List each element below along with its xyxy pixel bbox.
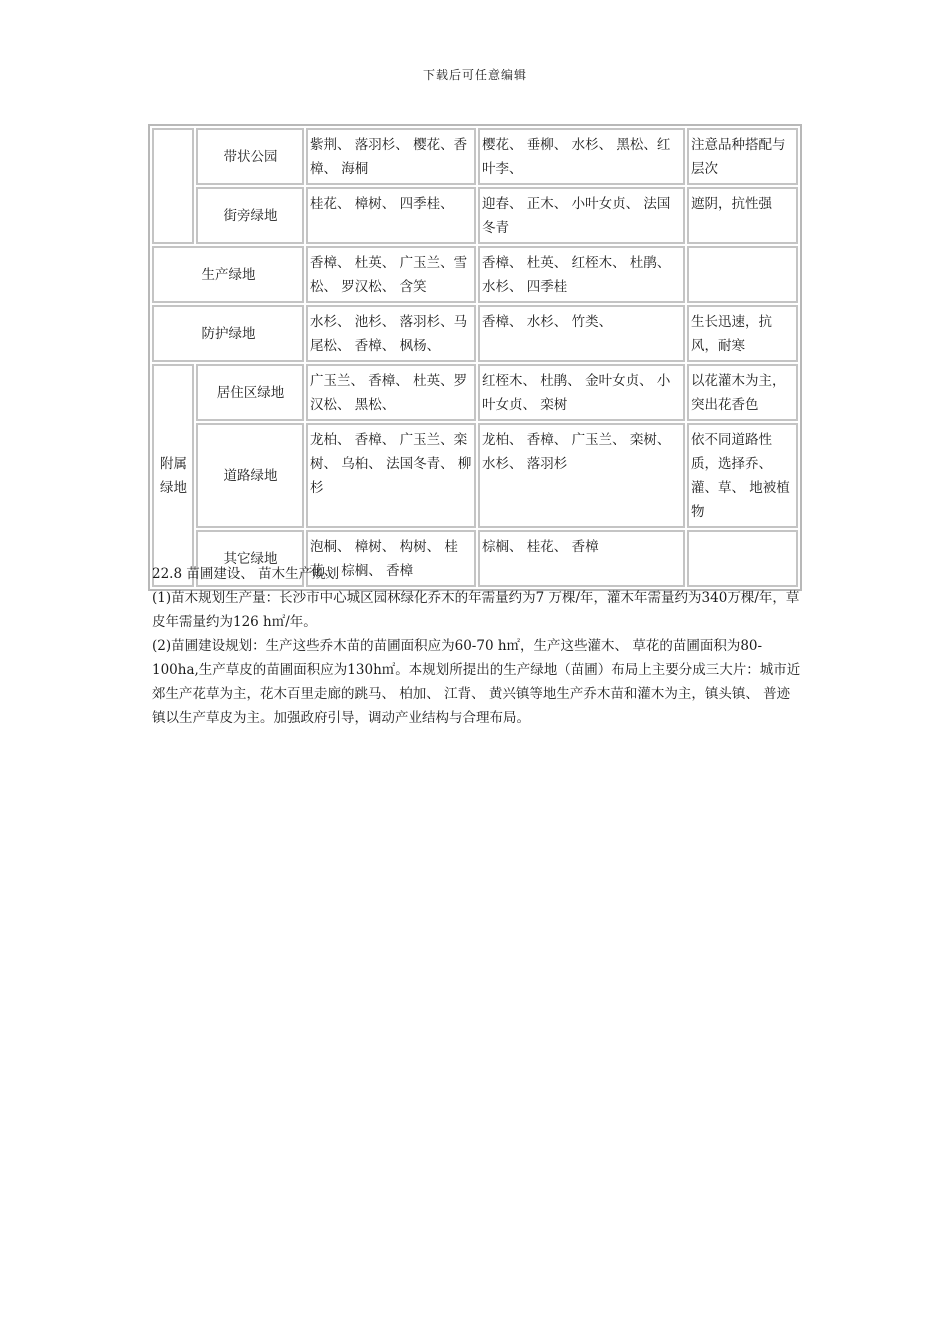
note-cell: 依不同道路性质，选择乔、 灌、草、 地被植物 bbox=[687, 423, 798, 528]
table-row bbox=[152, 423, 798, 528]
section-heading: 22.8 苗圃建设、 苗木生产规划 bbox=[152, 566, 340, 582]
category-cell-empty bbox=[152, 128, 194, 244]
green-space-plant-table bbox=[148, 124, 802, 591]
header-note: 下载后可任意编辑 bbox=[422, 68, 527, 82]
tree-species-cell: 紫荆、 落羽杉、 樱花、香樟、 海桐 bbox=[306, 128, 476, 185]
shrub-species-cell: 樱花、 垂柳、 水杉、 黑松、红叶李、 bbox=[478, 128, 685, 185]
note-cell: 注意品种搭配与层次 bbox=[687, 128, 798, 185]
tree-species-cell: 广玉兰、 香樟、 杜英、罗汉松、 黑松、 bbox=[306, 364, 476, 421]
table-row bbox=[152, 246, 798, 303]
shrub-species-cell: 龙柏、 香樟、 广玉兰、 栾树、水杉、 落羽杉 bbox=[478, 423, 685, 528]
green-space-plant-table-wrap bbox=[148, 124, 802, 591]
tree-species-cell: 水杉、 池杉、 落羽杉、马尾松、 香樟、 枫杨、 bbox=[306, 305, 476, 362]
subcategory-cell: 其它绿地 bbox=[196, 530, 304, 587]
tree-species-cell: 香樟、 杜英、 广玉兰、雪松、 罗汉松、 含笑 bbox=[306, 246, 476, 303]
shrub-species-cell: 迎春、 正木、 小叶女贞、 法国冬青 bbox=[478, 187, 685, 244]
note-cell: 以花灌木为主，突出花香色 bbox=[687, 364, 798, 421]
tree-species-cell: 泡桐、 樟树、 构树、 桂花、 棕榈、 香樟 bbox=[306, 530, 476, 587]
shrub-species-cell: 红桎木、 杜鹃、 金叶女贞、 小叶女贞、 栾树 bbox=[478, 364, 685, 421]
category-cell: 附属绿地 bbox=[152, 364, 194, 587]
paragraph-nursery-plan: (2)苗圃建设规划：生产这些乔木苗的苗圃面积应为60-70 h㎡，生产这些灌木、 草花的苗圃面积为80-100ha,生产草皮的苗圃面积应为130h㎡。本规划所提出的生产绿地（苗圃）布局上主要分成三大片：城市近郊生产花草为主，花木百里走廊的跳马、 柏加、 江背、 黄兴镇等地生产乔木苗和灌木为主，镇头镇、 普迹镇以生产草皮为主。加强政府引导，调动产业结构与合理布局。 bbox=[152, 638, 801, 726]
note-cell: 遮阴，抗性强 bbox=[687, 187, 798, 244]
category-cell: 生产绿地 bbox=[152, 246, 304, 303]
section-body bbox=[152, 562, 802, 730]
category-cell: 防护绿地 bbox=[152, 305, 304, 362]
table-row bbox=[152, 364, 798, 421]
table-row bbox=[152, 187, 798, 244]
subcategory-cell: 街旁绿地 bbox=[196, 187, 304, 244]
subcategory-cell: 居住区绿地 bbox=[196, 364, 304, 421]
note-cell bbox=[687, 246, 798, 303]
table-row bbox=[152, 305, 798, 362]
shrub-species-cell: 香樟、 水杉、 竹类、 bbox=[478, 305, 685, 362]
shrub-species-cell: 棕榈、 桂花、 香樟 bbox=[478, 530, 685, 587]
subcategory-cell: 带状公园 bbox=[196, 128, 304, 185]
note-cell: 生长迅速，抗风，耐寒 bbox=[687, 305, 798, 362]
shrub-species-cell: 香樟、 杜英、 红桎木、 杜鹃、水杉、 四季桂 bbox=[478, 246, 685, 303]
tree-species-cell: 桂花、 樟树、 四季桂、 bbox=[306, 187, 476, 244]
subcategory-cell: 道路绿地 bbox=[196, 423, 304, 528]
tree-species-cell: 龙柏、 香樟、 广玉兰、栾树、 乌桕、 法国冬青、 柳杉 bbox=[306, 423, 476, 528]
paragraph-production-volume: (1)苗木规划生产量：长沙市中心城区园林绿化乔木的年需量约为7 万棵/年，灌木年需量约为340万棵/年，草皮年需量约为126 h㎡/年。 bbox=[152, 590, 800, 630]
table-row bbox=[152, 128, 798, 185]
